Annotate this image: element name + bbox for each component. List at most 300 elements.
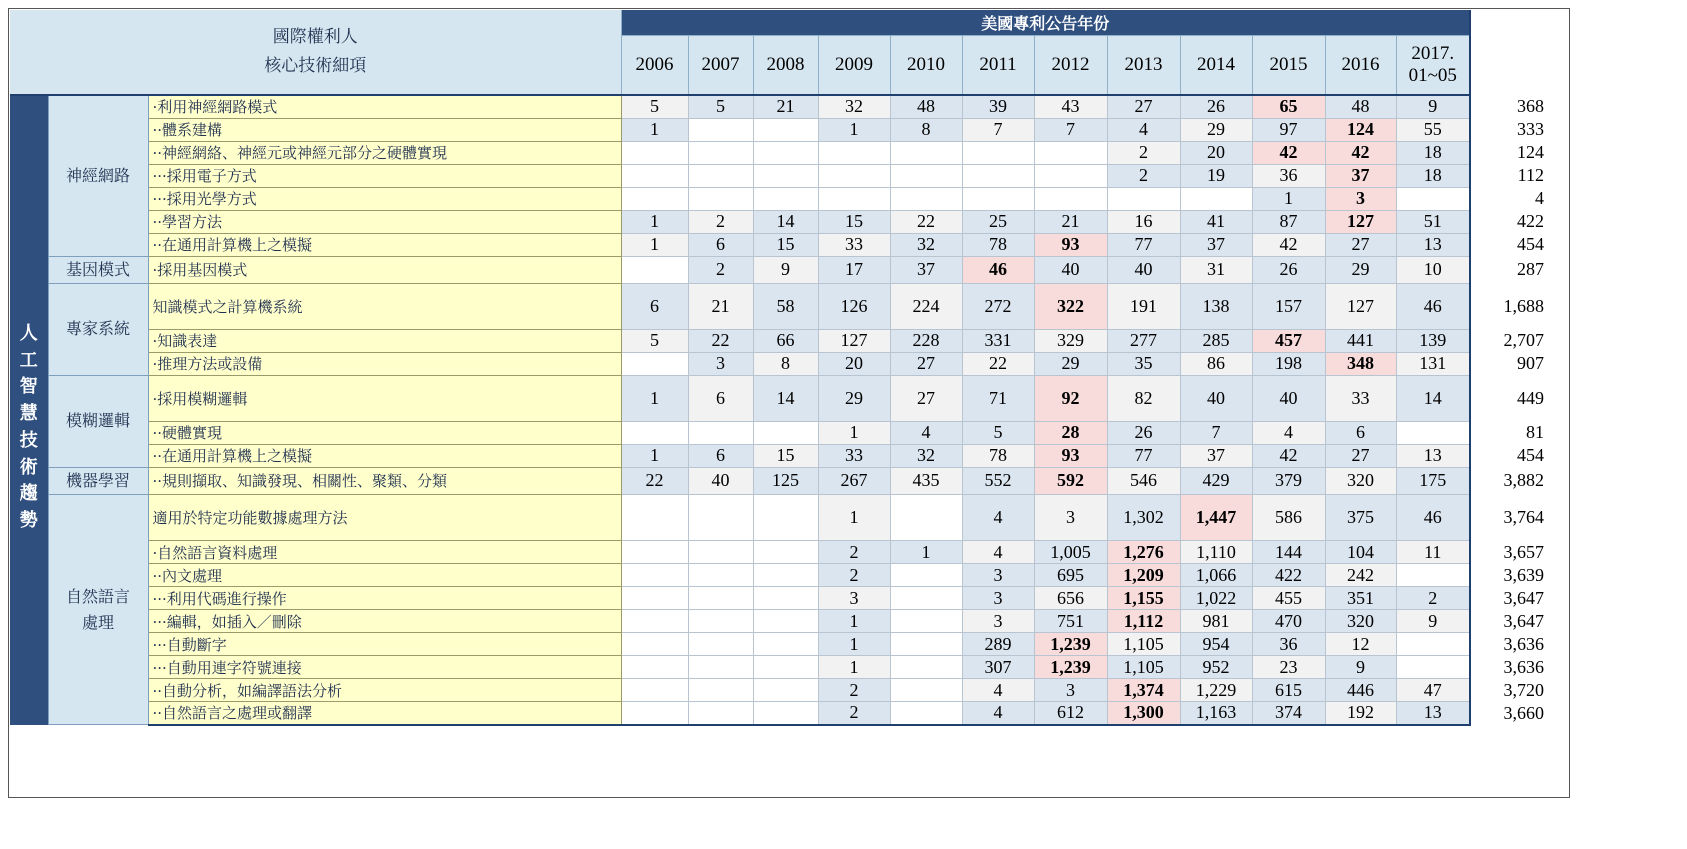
- value-cell: 1: [621, 210, 688, 233]
- value-cell: 1,229: [1180, 679, 1252, 702]
- value-cell: [890, 564, 962, 587]
- value-cell: 3: [1034, 679, 1107, 702]
- value-cell: 22: [621, 467, 688, 494]
- value-cell: [621, 679, 688, 702]
- year-header-cell: 2006: [621, 35, 688, 95]
- value-cell: 7: [962, 118, 1034, 141]
- category-label: 人工智慧技術趨勢: [19, 323, 38, 531]
- value-cell: 37: [1180, 444, 1252, 467]
- table-row: [10, 679, 1547, 702]
- item-label: ··自然語言之處理或翻譯: [148, 702, 621, 725]
- value-cell: 6: [1325, 421, 1396, 444]
- value-cell: 2: [1396, 587, 1470, 610]
- value-cell: 5: [621, 95, 688, 118]
- item-label: ·推理方法或設備: [148, 352, 621, 375]
- patent-table: [10, 10, 1547, 726]
- total-cell: 112: [1470, 164, 1547, 187]
- table-row: [10, 283, 1547, 329]
- value-cell: [621, 494, 688, 540]
- value-cell: 285: [1180, 329, 1252, 352]
- value-cell: 40: [688, 467, 753, 494]
- item-label: ·利用神經網路模式: [148, 95, 621, 118]
- value-cell: 22: [688, 329, 753, 352]
- group-cell: [48, 375, 148, 467]
- value-cell: 21: [753, 95, 818, 118]
- value-cell: 7: [1180, 421, 1252, 444]
- value-cell: 277: [1107, 329, 1180, 352]
- item-label: 知識模式之計算機系統: [148, 283, 621, 329]
- value-cell: 952: [1180, 656, 1252, 679]
- value-cell: 78: [962, 233, 1034, 256]
- value-cell: 1: [621, 444, 688, 467]
- value-cell: 131: [1396, 352, 1470, 375]
- table-row: [10, 187, 1547, 210]
- value-cell: 26: [1107, 421, 1180, 444]
- value-cell: [753, 679, 818, 702]
- item-label: 適用於特定功能數據處理方法: [148, 494, 621, 540]
- value-cell: 22: [962, 352, 1034, 375]
- item-label: ···自動斷字: [148, 633, 621, 656]
- year-header-cell: 2017. 01~05: [1396, 35, 1470, 95]
- value-cell: 14: [753, 210, 818, 233]
- table-row: [10, 444, 1547, 467]
- table-row: [10, 141, 1547, 164]
- value-cell: 455: [1252, 587, 1325, 610]
- value-cell: 2: [818, 702, 890, 725]
- value-cell: 27: [890, 352, 962, 375]
- value-cell: 695: [1034, 564, 1107, 587]
- value-cell: 3: [962, 610, 1034, 633]
- value-cell: 42: [1325, 141, 1396, 164]
- table-row: [10, 375, 1547, 421]
- group-label: 機器學習: [65, 470, 130, 490]
- group-cell: [48, 256, 148, 283]
- value-cell: 66: [753, 329, 818, 352]
- value-cell: 9: [1396, 610, 1470, 633]
- value-cell: 46: [1396, 283, 1470, 329]
- value-cell: 6: [688, 233, 753, 256]
- value-cell: 22: [890, 210, 962, 233]
- value-cell: 348: [1325, 352, 1396, 375]
- value-cell: [753, 587, 818, 610]
- value-cell: 40: [1180, 375, 1252, 421]
- total-cell: 454: [1470, 233, 1547, 256]
- value-cell: 4: [962, 702, 1034, 725]
- value-cell: [753, 164, 818, 187]
- value-cell: 157: [1252, 283, 1325, 329]
- value-cell: 656: [1034, 587, 1107, 610]
- item-label: ··神經網絡、神經元或神經元部分之硬體實現: [148, 141, 621, 164]
- value-cell: 3: [1034, 494, 1107, 540]
- value-cell: [753, 702, 818, 725]
- value-cell: [1396, 656, 1470, 679]
- value-cell: 441: [1325, 329, 1396, 352]
- header-total-blank: [1470, 10, 1547, 95]
- value-cell: 3: [818, 587, 890, 610]
- value-cell: 92: [1034, 375, 1107, 421]
- value-cell: 21: [688, 283, 753, 329]
- value-cell: 5: [962, 421, 1034, 444]
- value-cell: 47: [1396, 679, 1470, 702]
- value-cell: [818, 141, 890, 164]
- value-cell: 32: [818, 95, 890, 118]
- value-cell: 331: [962, 329, 1034, 352]
- header-owner-label: 國際權利人: [272, 27, 358, 47]
- value-cell: [962, 164, 1034, 187]
- value-cell: [753, 118, 818, 141]
- value-cell: [688, 702, 753, 725]
- item-label: ··在通用計算機上之模擬: [148, 444, 621, 467]
- value-cell: 10: [1396, 256, 1470, 283]
- value-cell: 40: [1252, 375, 1325, 421]
- value-cell: 39: [962, 95, 1034, 118]
- value-cell: 13: [1396, 702, 1470, 725]
- value-cell: 546: [1107, 467, 1180, 494]
- value-cell: 329: [1034, 329, 1107, 352]
- value-cell: 3: [962, 564, 1034, 587]
- value-cell: [688, 656, 753, 679]
- value-cell: [688, 421, 753, 444]
- value-cell: [621, 187, 688, 210]
- value-cell: 1: [818, 421, 890, 444]
- total-cell: 3,657: [1470, 541, 1547, 564]
- group-cell: [48, 494, 148, 724]
- value-cell: 2: [818, 541, 890, 564]
- value-cell: 191: [1107, 283, 1180, 329]
- value-cell: 37: [1325, 164, 1396, 187]
- value-cell: 592: [1034, 467, 1107, 494]
- value-cell: [753, 610, 818, 633]
- table-row: [10, 329, 1547, 352]
- value-cell: 322: [1034, 283, 1107, 329]
- table-row: [10, 421, 1547, 444]
- total-cell: 3,636: [1470, 633, 1547, 656]
- total-cell: 907: [1470, 352, 1547, 375]
- value-cell: [1034, 164, 1107, 187]
- value-cell: 26: [1180, 95, 1252, 118]
- total-cell: 2,707: [1470, 329, 1547, 352]
- value-cell: 375: [1325, 494, 1396, 540]
- value-cell: 4: [962, 541, 1034, 564]
- value-cell: 8: [753, 352, 818, 375]
- header-title: 美國專利公告年份: [621, 10, 1470, 35]
- value-cell: [688, 679, 753, 702]
- value-cell: [688, 633, 753, 656]
- value-cell: 21: [1034, 210, 1107, 233]
- value-cell: 29: [1180, 118, 1252, 141]
- value-cell: 65: [1252, 95, 1325, 118]
- value-cell: 1,005: [1034, 541, 1107, 564]
- value-cell: 14: [753, 375, 818, 421]
- value-cell: 1,239: [1034, 656, 1107, 679]
- value-cell: 37: [890, 256, 962, 283]
- group-label: 神經網路: [65, 165, 130, 185]
- value-cell: 28: [1034, 421, 1107, 444]
- total-cell: 3,647: [1470, 587, 1547, 610]
- value-cell: 6: [688, 375, 753, 421]
- item-label: ··規則擷取、知識發現、相關性、聚類、分類: [148, 467, 621, 494]
- year-header-cell: 2011: [962, 35, 1034, 95]
- item-label: ··在通用計算機上之模擬: [148, 233, 621, 256]
- value-cell: 1,112: [1107, 610, 1180, 633]
- value-cell: [688, 141, 753, 164]
- table-row: [10, 233, 1547, 256]
- value-cell: 27: [1107, 95, 1180, 118]
- value-cell: 16: [1107, 210, 1180, 233]
- value-cell: 12: [1325, 633, 1396, 656]
- value-cell: 4: [1252, 421, 1325, 444]
- value-cell: 4: [1107, 118, 1180, 141]
- value-cell: [1180, 187, 1252, 210]
- value-cell: 954: [1180, 633, 1252, 656]
- value-cell: [890, 679, 962, 702]
- value-cell: 374: [1252, 702, 1325, 725]
- value-cell: 4: [890, 421, 962, 444]
- value-cell: 71: [962, 375, 1034, 421]
- value-cell: 18: [1396, 164, 1470, 187]
- value-cell: [621, 164, 688, 187]
- table-row: [10, 494, 1547, 540]
- value-cell: 192: [1325, 702, 1396, 725]
- total-cell: 454: [1470, 444, 1547, 467]
- value-cell: 139: [1396, 329, 1470, 352]
- value-cell: 46: [1396, 494, 1470, 540]
- item-label: ···自動用連字符號連接: [148, 656, 621, 679]
- value-cell: 51: [1396, 210, 1470, 233]
- item-label: ··體系建構: [148, 118, 621, 141]
- value-cell: [688, 587, 753, 610]
- year-header-cell: 2014: [1180, 35, 1252, 95]
- total-cell: 3,639: [1470, 564, 1547, 587]
- value-cell: 7: [1034, 118, 1107, 141]
- value-cell: 126: [818, 283, 890, 329]
- value-cell: 1,374: [1107, 679, 1180, 702]
- value-cell: 14: [1396, 375, 1470, 421]
- value-cell: [621, 141, 688, 164]
- value-cell: 3: [1325, 187, 1396, 210]
- value-cell: 127: [1325, 283, 1396, 329]
- value-cell: [890, 587, 962, 610]
- value-cell: [753, 187, 818, 210]
- value-cell: 20: [818, 352, 890, 375]
- value-cell: [890, 656, 962, 679]
- value-cell: 435: [890, 467, 962, 494]
- value-cell: 2: [818, 679, 890, 702]
- value-cell: 3: [688, 352, 753, 375]
- total-cell: 3,636: [1470, 656, 1547, 679]
- group-label: 專家系統: [65, 319, 130, 339]
- total-cell: 3,882: [1470, 467, 1547, 494]
- item-label: ··學習方法: [148, 210, 621, 233]
- value-cell: [890, 494, 962, 540]
- value-cell: 6: [688, 444, 753, 467]
- value-cell: 27: [1325, 233, 1396, 256]
- value-cell: [688, 541, 753, 564]
- value-cell: 41: [1180, 210, 1252, 233]
- value-cell: 1: [818, 494, 890, 540]
- value-cell: [621, 541, 688, 564]
- value-cell: 138: [1180, 283, 1252, 329]
- value-cell: [753, 541, 818, 564]
- value-cell: 1: [818, 610, 890, 633]
- value-cell: 93: [1034, 444, 1107, 467]
- table-row: [10, 210, 1547, 233]
- value-cell: [688, 118, 753, 141]
- value-cell: [753, 494, 818, 540]
- value-cell: 1,155: [1107, 587, 1180, 610]
- table-row: [10, 256, 1547, 283]
- value-cell: [890, 702, 962, 725]
- year-header-cell: 2015: [1252, 35, 1325, 95]
- value-cell: 36: [1252, 633, 1325, 656]
- header-row-label: [10, 10, 621, 95]
- value-cell: 1,066: [1180, 564, 1252, 587]
- value-cell: 4: [962, 679, 1034, 702]
- value-cell: 35: [1107, 352, 1180, 375]
- value-cell: 27: [1325, 444, 1396, 467]
- value-cell: [621, 256, 688, 283]
- value-cell: 379: [1252, 467, 1325, 494]
- total-cell: 1,688: [1470, 283, 1547, 329]
- value-cell: 87: [1252, 210, 1325, 233]
- table-row: [10, 587, 1547, 610]
- item-label: ·知識表達: [148, 329, 621, 352]
- value-cell: 267: [818, 467, 890, 494]
- item-label: ··自動分析，如編譯語法分析: [148, 679, 621, 702]
- total-cell: 368: [1470, 95, 1547, 118]
- value-cell: 15: [753, 444, 818, 467]
- value-cell: 5: [688, 95, 753, 118]
- value-cell: 17: [818, 256, 890, 283]
- value-cell: 9: [753, 256, 818, 283]
- group-cell: [48, 95, 148, 256]
- table-row: [10, 610, 1547, 633]
- value-cell: [753, 564, 818, 587]
- value-cell: 272: [962, 283, 1034, 329]
- value-cell: 1: [890, 541, 962, 564]
- item-label: ···採用光學方式: [148, 187, 621, 210]
- value-cell: [688, 164, 753, 187]
- value-cell: 422: [1252, 564, 1325, 587]
- value-cell: 11: [1396, 541, 1470, 564]
- value-cell: 29: [1034, 352, 1107, 375]
- value-cell: 1: [818, 118, 890, 141]
- total-cell: 287: [1470, 256, 1547, 283]
- value-cell: [1396, 633, 1470, 656]
- year-header-cell: 2009: [818, 35, 890, 95]
- value-cell: 351: [1325, 587, 1396, 610]
- table-row: [10, 702, 1547, 725]
- year-header-cell: 2013: [1107, 35, 1180, 95]
- year-header-cell: 2012: [1034, 35, 1107, 95]
- value-cell: 552: [962, 467, 1034, 494]
- value-cell: 40: [1034, 256, 1107, 283]
- value-cell: 1,163: [1180, 702, 1252, 725]
- value-cell: 144: [1252, 541, 1325, 564]
- value-cell: 104: [1325, 541, 1396, 564]
- table-row: [10, 467, 1547, 494]
- year-header-cell: 2008: [753, 35, 818, 95]
- value-cell: 33: [818, 444, 890, 467]
- value-cell: 20: [1180, 141, 1252, 164]
- table-row: [10, 633, 1547, 656]
- value-cell: 93: [1034, 233, 1107, 256]
- value-cell: 1,209: [1107, 564, 1180, 587]
- value-cell: 175: [1396, 467, 1470, 494]
- value-cell: 13: [1396, 233, 1470, 256]
- value-cell: 242: [1325, 564, 1396, 587]
- value-cell: 77: [1107, 444, 1180, 467]
- total-cell: 124: [1470, 141, 1547, 164]
- table-row: [10, 352, 1547, 375]
- value-cell: 470: [1252, 610, 1325, 633]
- value-cell: [962, 141, 1034, 164]
- value-cell: 751: [1034, 610, 1107, 633]
- value-cell: 2: [688, 256, 753, 283]
- value-cell: [1396, 187, 1470, 210]
- value-cell: [688, 564, 753, 587]
- total-cell: 3,764: [1470, 494, 1547, 540]
- value-cell: 97: [1252, 118, 1325, 141]
- value-cell: 615: [1252, 679, 1325, 702]
- value-cell: 1,110: [1180, 541, 1252, 564]
- value-cell: [890, 610, 962, 633]
- value-cell: [753, 656, 818, 679]
- value-cell: [621, 702, 688, 725]
- value-cell: 127: [1325, 210, 1396, 233]
- value-cell: [753, 421, 818, 444]
- value-cell: 4: [962, 494, 1034, 540]
- value-cell: [1396, 564, 1470, 587]
- value-cell: 586: [1252, 494, 1325, 540]
- value-cell: 127: [818, 329, 890, 352]
- value-cell: [621, 352, 688, 375]
- value-cell: 1: [621, 375, 688, 421]
- value-cell: [753, 141, 818, 164]
- table-row: [10, 118, 1547, 141]
- value-cell: [890, 187, 962, 210]
- total-cell: 3,720: [1470, 679, 1547, 702]
- value-cell: 42: [1252, 141, 1325, 164]
- total-cell: 3,660: [1470, 702, 1547, 725]
- item-label: ···利用代碼進行操作: [148, 587, 621, 610]
- value-cell: 1,105: [1107, 656, 1180, 679]
- value-cell: 82: [1107, 375, 1180, 421]
- value-cell: 1,022: [1180, 587, 1252, 610]
- value-cell: 77: [1107, 233, 1180, 256]
- value-cell: 48: [1325, 95, 1396, 118]
- value-cell: 33: [1325, 375, 1396, 421]
- value-cell: 36: [1252, 164, 1325, 187]
- value-cell: 55: [1396, 118, 1470, 141]
- value-cell: 9: [1325, 656, 1396, 679]
- value-cell: [818, 164, 890, 187]
- value-cell: 1,239: [1034, 633, 1107, 656]
- table-body: [10, 95, 1547, 725]
- value-cell: [962, 187, 1034, 210]
- year-header-cell: 2016: [1325, 35, 1396, 95]
- value-cell: 320: [1325, 610, 1396, 633]
- total-cell: 4: [1470, 187, 1547, 210]
- value-cell: [753, 633, 818, 656]
- value-cell: 1: [818, 633, 890, 656]
- value-cell: [621, 587, 688, 610]
- value-cell: 224: [890, 283, 962, 329]
- value-cell: 13: [1396, 444, 1470, 467]
- group-cell: [48, 283, 148, 375]
- value-cell: [621, 564, 688, 587]
- value-cell: 25: [962, 210, 1034, 233]
